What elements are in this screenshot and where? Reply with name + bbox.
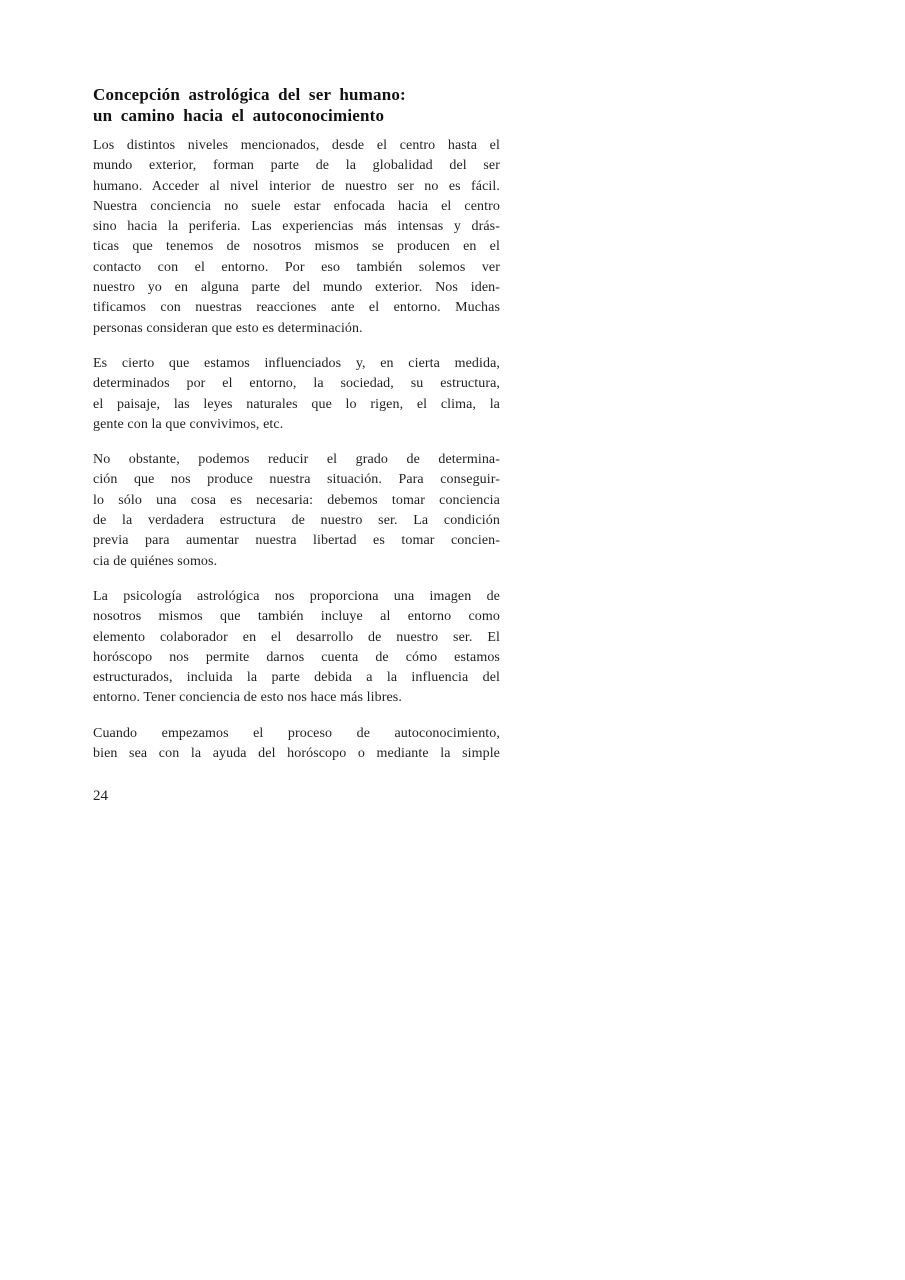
text-line: lo sólo una cosa es necesaria: debemos tomar conciencia [93,492,500,508]
text-line: de la verdadera estructura de nuestro ser. La condición [93,513,500,529]
text-line: entorno. Tener conciencia de esto nos hace más libres. [93,690,402,706]
text-line: Los distintos niveles mencionados, desde el centro hasta el [93,138,500,153]
text-line: mundo exterior, forman parte de la globalidad del ser [93,158,500,174]
paragraph-1 [93,136,500,339]
text-line: el paisaje, las leyes naturales que lo rigen, el clima, la [93,396,500,412]
text-line: La psicología astrológica nos proporciona una imagen de [93,588,500,604]
text-line: Es cierto que estamos influenciados y, en cierta medida, [93,355,500,371]
text-line: nosotros mismos que también incluye al entorno como [93,609,500,625]
paragraph-4 [93,587,500,709]
text-line: Cuando empezamos el proceso de autoconocimiento, [93,725,500,741]
paragraph-3 [93,450,500,572]
text-line: cia de quiénes somos. [93,553,218,569]
text-line: contacto con el entorno. Por eso también solemos ver [93,259,500,275]
text-line: No obstante, podemos reducir el grado de determina- [93,452,500,468]
text-line: bien sea con la ayuda del horóscopo o mediante la simple [93,746,500,762]
page-title-line-1: Concepción astrológica del ser humano: [93,85,406,104]
text-line: personas consideran que esto es determinación. [93,320,363,336]
page-title [93,84,500,126]
text-line: horóscopo nos permite darnos cuenta de cómo estamos [93,649,500,665]
paragraph-2 [93,354,500,435]
text-line: elemento colaborador en el desarrollo de nuestro ser. El [93,629,500,645]
text-line: tificamos con nuestras reacciones ante el entorno. Muchas [93,300,500,316]
text-line: humano. Acceder al nivel interior de nuestro ser no es fácil. [93,178,500,194]
text-line: Nuestra conciencia no suele estar enfocada hacia el centro [93,198,500,214]
paragraph-5 [93,724,500,765]
text-line: nuestro yo en alguna parte del mundo exterior. Nos iden- [93,280,500,296]
text-line: determinados por el entorno, la sociedad, su estructura, [93,376,500,392]
text-line: ticas que tenemos de nosotros mismos se producen en el [93,239,500,255]
text-line: previa para aumentar nuestra libertad es tomar concien- [93,533,500,549]
page-number: 24 [93,788,108,805]
text-line: ción que nos produce nuestra situación. Para conseguir- [93,472,500,488]
text-line: gente con la que convivimos, etc. [93,416,284,432]
text-line: sino hacia la periferia. Las experiencias más intensas y drás- [93,219,500,235]
text-line: estructurados, incluida la parte debida a la influencia del [93,670,500,686]
text-column [93,84,500,806]
page-title-line-2: un camino hacia el autoconocimiento [93,106,385,125]
